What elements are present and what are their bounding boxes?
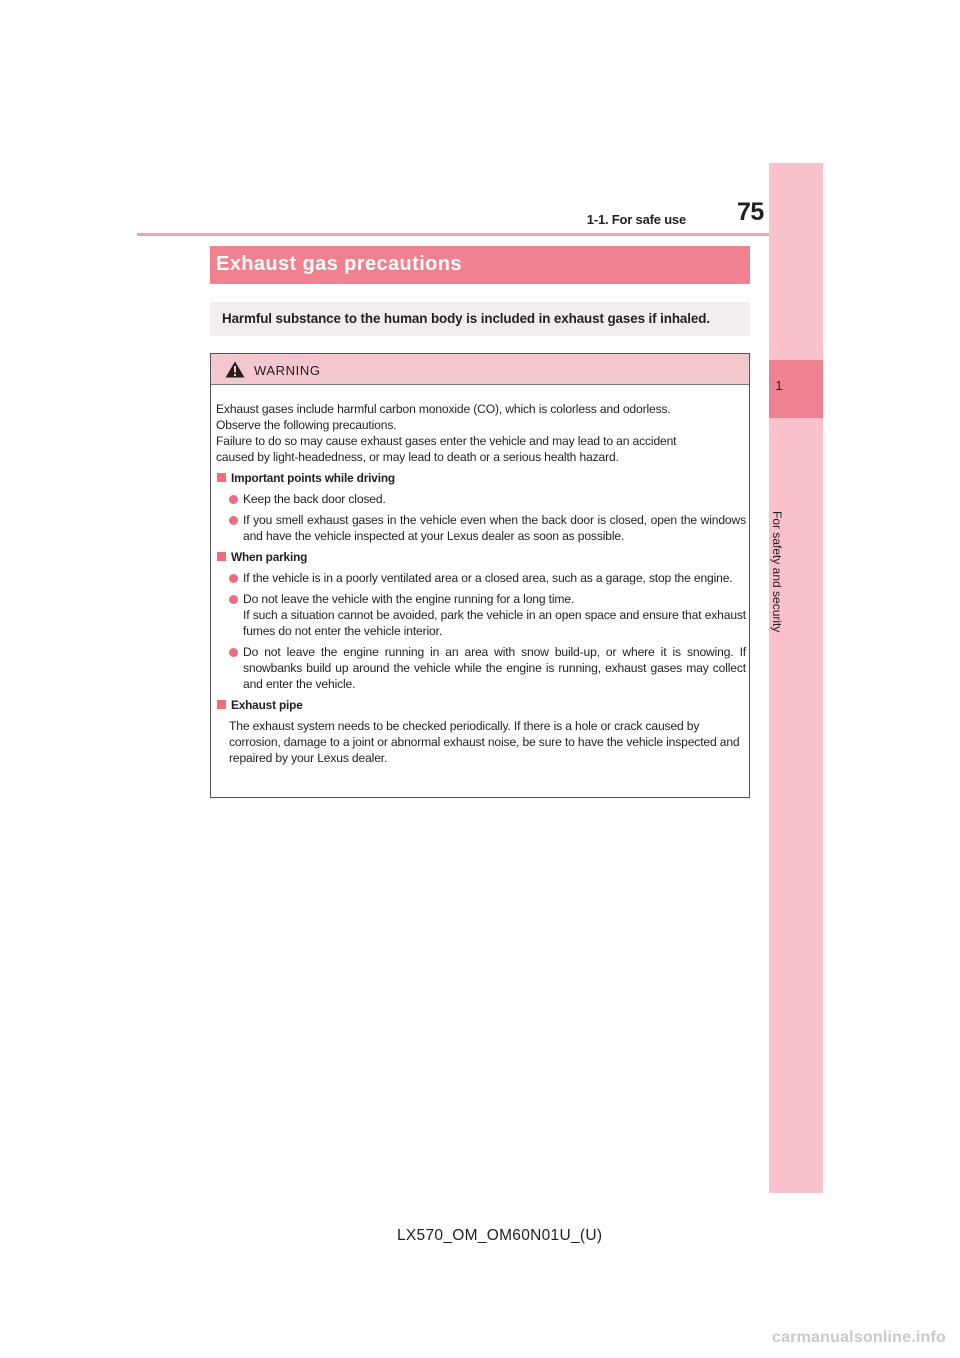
warning-header bbox=[211, 354, 749, 385]
warning-intro bbox=[216, 401, 746, 465]
subsection-heading-text: Important points while driving bbox=[231, 471, 395, 485]
list-item bbox=[216, 491, 746, 507]
intro-text: Harmful substance to the human body is included in exhaust gases if inhaled. bbox=[222, 311, 710, 326]
warning-triangle-icon bbox=[225, 361, 245, 383]
page-title-bar bbox=[210, 246, 750, 284]
chapter-title: For safety and security bbox=[770, 511, 784, 633]
page-title: Exhaust gas precautions bbox=[216, 253, 462, 275]
list-item bbox=[216, 512, 746, 544]
subsection-heading bbox=[216, 470, 746, 486]
round-bullet-icon bbox=[229, 595, 238, 604]
list-item bbox=[216, 591, 746, 639]
subsection-heading-text: When parking bbox=[231, 550, 308, 564]
warning-body bbox=[216, 401, 746, 771]
subsection-heading bbox=[216, 549, 746, 565]
subsection-heading bbox=[216, 697, 746, 713]
chapter-side-tab bbox=[769, 163, 823, 1193]
subsection-heading-text: Exhaust pipe bbox=[231, 698, 303, 712]
round-bullet-icon bbox=[229, 495, 238, 504]
warning-intro-line: Observe the following precautions. bbox=[216, 418, 397, 432]
round-bullet-icon bbox=[229, 516, 238, 525]
list-item-text: Do not leave the engine running in an area with snow build-up, or where it is snowing. If snowbanks build up around the vehicle while the engine is running, exhaust gases may collect and enter the vehicle. bbox=[243, 645, 746, 691]
intro-bar bbox=[210, 302, 750, 336]
warning-intro-line: caused by light-headedness, or may lead to death or a serious health hazard. bbox=[216, 450, 619, 464]
list-item-text: Do not leave the vehicle with the engine running for a long time. bbox=[243, 592, 575, 606]
document-code: LX570_OM_OM60N01U_(U) bbox=[397, 1227, 603, 1244]
warning-intro-line: Exhaust gases include harmful carbon monoxide (CO), which is colorless and odorless. bbox=[216, 402, 671, 416]
square-bullet-icon bbox=[217, 473, 226, 482]
warning-box bbox=[210, 353, 750, 798]
list-item bbox=[216, 570, 746, 586]
list-item bbox=[216, 644, 746, 692]
page-number: 75 bbox=[737, 198, 764, 226]
header-rule bbox=[137, 233, 823, 236]
warning-intro-line: Failure to do so may cause exhaust gases enter the vehicle and may lead to an accident bbox=[216, 434, 677, 448]
subsection-text: The exhaust system needs to be checked periodically. If there is a hole or crack caused by corrosion, damage to a joint or abnormal exhaust noise, be sure to have the vehicle inspected and repaired by your Lexus dealer. bbox=[229, 719, 740, 765]
round-bullet-icon bbox=[229, 648, 238, 657]
section-label: 1-1. For safe use bbox=[586, 212, 686, 227]
watermark: carmanualsonline.info bbox=[771, 1329, 946, 1346]
square-bullet-icon bbox=[217, 700, 226, 709]
list-item-text: Keep the back door closed. bbox=[243, 492, 386, 506]
warning-title: WARNING bbox=[254, 363, 321, 378]
round-bullet-icon bbox=[229, 574, 238, 583]
chapter-number: 1 bbox=[775, 378, 783, 393]
list-item-continuation: If such a situation cannot be avoided, park the vehicle in an open space and ensure that exhaust fumes do not enter the vehicle interior. bbox=[243, 608, 746, 638]
list-item-text: If you smell exhaust gases in the vehicle even when the back door is closed, open the windows and have the vehicle inspected at your Lexus dealer as soon as possible. bbox=[243, 513, 746, 543]
list-item-text: If the vehicle is in a poorly ventilated area or a closed area, such as a garage, stop the engine. bbox=[243, 571, 733, 585]
square-bullet-icon bbox=[217, 552, 226, 561]
